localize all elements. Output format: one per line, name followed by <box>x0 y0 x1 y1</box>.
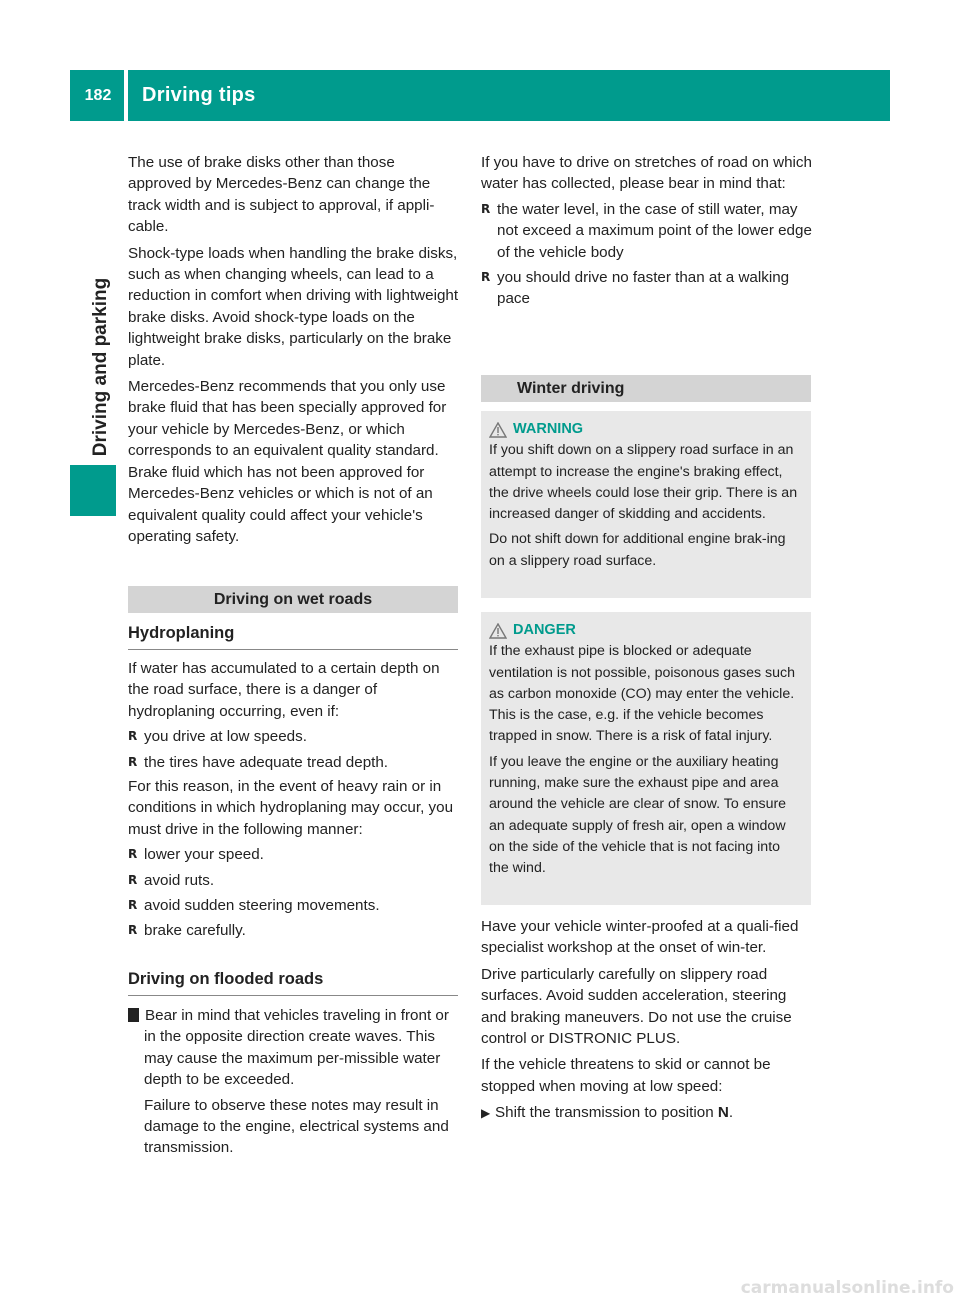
section-heading-wet-roads: Driving on wet roads <box>128 586 458 613</box>
paragraph: If you leave the engine or the auxiliary heating running, make sure the exhaust pipe and area around the vehicle are clear of snow. To ensure an adequate supply of fresh air, open a window on the side of the vehicle that is not facing into the wind. <box>489 753 787 877</box>
paragraph: For this reason, in the event of heavy rain or in conditions in which hydroplaning may occur, you must drive in the following manner: <box>128 778 454 838</box>
arrow-right-icon: ▶ <box>481 1106 491 1121</box>
paragraph: If water has accumulated to a certain depth on the road surface, there is a danger of hydroplaning occurring, even if: <box>128 660 440 720</box>
page-title: Driving tips <box>142 84 256 106</box>
bullet-list <box>128 844 460 942</box>
list-item: R you drive at low speeds. <box>128 726 460 747</box>
paragraph: Mercedes-Benz recommends that you only use brake fluid that has been specially approved for your vehicle by Mercedes-Benz, or which corresponds to an equivalent quality standard. Brake fluid which has not been approved for Mercedes-Benz vehicles or which is not of an equivalent quality could affect your vehicle's operating safety. <box>128 378 447 545</box>
instruction-step <box>481 1102 813 1124</box>
list-item: R the tires have adequate tread depth. <box>128 752 460 773</box>
watermark: carmanualsonline.info <box>740 1278 954 1298</box>
note-paragraph <box>123 1005 460 1091</box>
list-item: R avoid ruts. <box>128 870 460 891</box>
danger-title-row <box>489 620 803 641</box>
note-text: Bear in mind that vehicles traveling in front or in the opposite direction create waves. This may cause the maximum per-missible water depth to be exceeded. <box>144 1007 449 1089</box>
paragraph: If the exhaust pipe is blocked or adequate ventilation is not possible, poisonous gases such as carbon monoxide (CO) may enter the vehicle. This is the case, e.g. if the vehicle becomes trapped in snow. There is a risk of fatal injury. <box>489 643 796 745</box>
step-text: Shift the transmission to position <box>495 1104 718 1122</box>
list-item: R lower your speed. <box>128 844 460 865</box>
paragraph: Drive particularly carefully on slippery road surfaces. Avoid sudden acceleration, steering and braking maneuvers. Do not use the cruise control or DISTRONIC PLUS. <box>481 965 792 1048</box>
warning-box <box>481 411 811 598</box>
step-end: . <box>728 1104 734 1122</box>
hydroplaning-text <box>128 658 460 942</box>
warning-triangle-icon <box>489 422 507 438</box>
left-intro <box>128 152 460 547</box>
subheading-flooded-roads: Driving on flooded roads <box>128 970 458 996</box>
header-separator <box>124 70 128 121</box>
paragraph: Shock-type loads when handling the brake disks, such as when changing wheels, can lead to a reduction in comfort when driving with lightweight brake disks. Avoid shock-type loads on the lightweight brake disks, particularly on the brake plate. <box>128 244 459 369</box>
paragraph: Have your vehicle winter-proofed at a quali-fied specialist workshop at the onset of win-ter. <box>481 918 799 957</box>
flooded-note <box>123 1005 460 1159</box>
paragraph: If you have to drive on stretches of road on which water has collected, please bear in mind that: <box>481 154 812 193</box>
exclamation-icon: ! <box>128 1008 139 1022</box>
danger-box <box>481 612 811 905</box>
list-item: R you should drive no faster than at a walking pace <box>481 267 813 310</box>
winter-text <box>481 916 813 1125</box>
note-paragraph: Failure to observe these notes may result in damage to the engine, electrical systems and transmission. <box>144 1096 449 1157</box>
page-number: 182 <box>84 86 112 104</box>
warning-triangle-icon <box>489 623 507 639</box>
step-bold: N <box>717 1104 729 1122</box>
list-item: R avoid sudden steering movements. <box>128 895 460 916</box>
bullet-list <box>128 726 460 773</box>
list-item: R brake carefully. <box>128 920 460 941</box>
list-item: R the water level, in the case of still water, may not exceed a maximum point of the lower edge of the vehicle body <box>481 199 813 263</box>
subheading-hydroplaning: Hydroplaning <box>128 624 458 650</box>
right-flood-text <box>481 152 813 310</box>
side-section-label <box>86 252 116 482</box>
side-section-label-text: Driving and parking <box>90 277 112 457</box>
bullet-list <box>481 199 813 310</box>
section-heading-winter: Winter driving <box>481 375 811 402</box>
paragraph: If you shift down on a slippery road surface in an attempt to increase the engine's braking effect, the drive wheels could lose their grip. There is an increased danger of skidding and accidents. <box>489 442 798 523</box>
warning-title-row <box>489 419 803 440</box>
paragraph: The use of brake disks other than those approved by Mercedes-Benz can change the track width and is subject to approval, if appli-cable. <box>128 154 435 236</box>
side-marker-block <box>70 465 116 516</box>
paragraph: Do not shift down for additional engine brak-ing on a slippery road surface. <box>489 531 786 569</box>
warning-title: WARNING <box>513 421 584 437</box>
danger-title: DANGER <box>513 622 576 638</box>
paragraph: If the vehicle threatens to skid or cannot be stopped when moving at low speed: <box>481 1056 771 1095</box>
